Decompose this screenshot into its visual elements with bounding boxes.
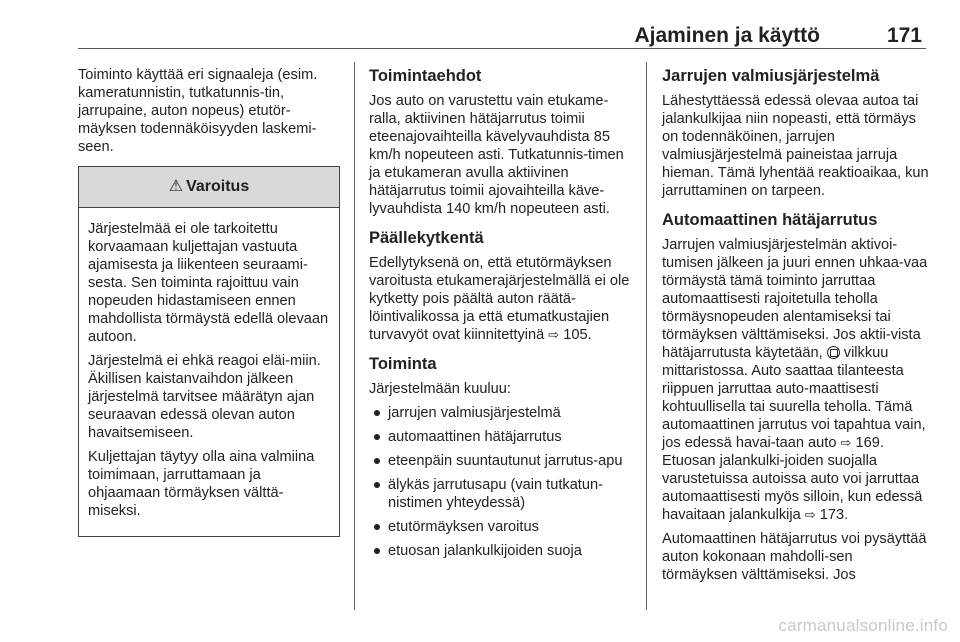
auto-braking-paragraph: Jarrujen valmiusjärjestelmän aktivoi-tumisen jälkeen ja juuri ennen uhkaa-vaa törmäystä tämä toiminto jarruttaa automaattisesti rajoitetulla teholla törmäysnopeuden alentamiseksi tai törmäyksen välttämiseksi. Jos aktii-vista hätäjarrutusta käytetään, vilkkuu mittaristossa. Auto saattaa tilanteesta riippuen jarruttaa auto-maattisesti kohtuullisella tai suurella teholla. Tämä automaattinen jarrutus voi tapahtua vain, jos edessä havai-taan auto ⇨ 169. Etuosan jalankulki-joiden suojalla varustetuissa autoissa auto voi jarruttaa automaattisesti myös silloin, kun edessä havaitaan jalankulkija ⇨ 173.: [662, 237, 928, 523]
column-divider: [646, 62, 647, 610]
auto-braking-paragraph-2: Automaattinen hätäjarrutus voi pysäyttää auton kokonaan mahdolli-sen törmäyksen välttämiseksi. Jos: [662, 531, 927, 583]
list-item: etutörmäyksen varoitus: [369, 518, 633, 536]
section-title: Ajaminen ja käyttö: [634, 24, 820, 47]
list-item: eteenpäin suuntautunut jarrutus-apu: [369, 452, 633, 470]
warning-paragraph: Järjestelmä ei ehkä reagoi eläi-miin. Äkillisen kaistanvaihdon jälkeen järjestelmä tarvitsee määrätyn ajan seuraavan edessä olevan auton havaitsemiseen.: [88, 353, 321, 441]
activation-paragraph: Edellytyksenä on, että etutörmäyksen varoitusta etukamerajärjestelmällä ei ole kytketty pois päältä auton räätä-löintivalikossa ja että etumatkustajien turvavyöt ovat kiinnitettyinä ⇨ 105.: [369, 255, 630, 343]
warning-header: [79, 167, 339, 208]
page-number: 171: [886, 24, 922, 47]
warning-paragraph: Järjestelmää ei ole tarkoitettu korvaamaan kuljettajan vastuuta ajamisesta ja liikenteen seuraami-sesta. Sen toiminta rajoittuu vain nopeuden hidastamiseen ennen mahdollista törmäystä edellä olevaan autoon.: [88, 221, 329, 345]
list-item: automaattinen hätäjarrutus: [369, 428, 633, 446]
column-left: [78, 66, 340, 537]
column-divider: [354, 62, 355, 610]
heading-conditions: Toimintaehdot: [369, 67, 482, 85]
warning-box: [78, 166, 340, 537]
heading-auto-braking: Automaattinen hätäjarrutus: [662, 211, 878, 229]
heading-function: Toiminta: [369, 355, 437, 373]
function-paragraph: Järjestelmään kuuluu:: [369, 381, 511, 397]
arrow-reference-icon: ⇨: [548, 327, 560, 342]
column-middle: [369, 66, 633, 566]
feature-list: [369, 404, 633, 560]
heading-brake-prefill: Jarrujen valmiusjärjestelmä: [662, 67, 880, 85]
brake-prefill-paragraph: Lähestyttäessä edessä olevaa autoa tai jalankulkijaa niin nopeasti, että törmäys on todennäköinen, jarrujen valmiusjärjestelmä paineistaa jarruja hieman. Tämä lyhentää reaktioaikaa, kun jarruttaminen on tarpeen.: [662, 93, 929, 199]
list-item: etuosan jalankulkijoiden suoja: [369, 542, 633, 560]
page-header: [78, 18, 926, 49]
conditions-paragraph: Jos auto on varustettu vain etukame-ralla, aktiivinen hätäjarrutus toimii eteenajovaihteilla kävelyvauhdista 85 km/h nopeuteen asti. Tutkatunnis-timen ja etukameran avulla aktiivinen hätäjarrutus toimii ajovaihteilla käve-lyvauhdista 140 km/h nopeuteen asti.: [369, 93, 624, 217]
arrow-reference-icon: ⇨: [840, 435, 852, 450]
heading-activation: Päällekytkentä: [369, 229, 484, 247]
page-reference[interactable]: 169. Etuosan jalankulki-joiden suojalla varustetuissa autoissa auto voi jarruttaa automaattisesti myös silloin, kun edessä havaitaan jalankulkija: [662, 435, 923, 523]
page-reference[interactable]: 105.: [563, 327, 592, 343]
warning-paragraph: Kuljettajan täytyy olla aina valmiina toimimaan, jarruttamaan ja ohjaamaan törmäyksen välttä-miseksi.: [88, 449, 315, 519]
warning-title: Varoitus: [186, 178, 250, 195]
watermark: carmanualsonline.info: [778, 616, 948, 635]
list-item: jarrujen valmiusjärjestelmä: [369, 404, 633, 422]
warning-body: [79, 208, 339, 536]
list-item: älykäs jarrutusapu (vain tutkatun-nistimen yhteydessä): [369, 476, 633, 512]
page-reference[interactable]: 173.: [819, 507, 849, 523]
intro-paragraph: Toiminto käyttää eri signaaleja (esim. kameratunnistin, tutkatunnis-tin, jarrupaine, auton nopeus) etutör-mäyksen todennäköisyyden laskemi-seen.: [78, 67, 318, 155]
warning-triangle-icon: ⚠: [168, 178, 184, 195]
brake-warning-icon: [827, 346, 840, 359]
arrow-reference-icon: ⇨: [804, 507, 816, 522]
column-right: [662, 66, 930, 590]
